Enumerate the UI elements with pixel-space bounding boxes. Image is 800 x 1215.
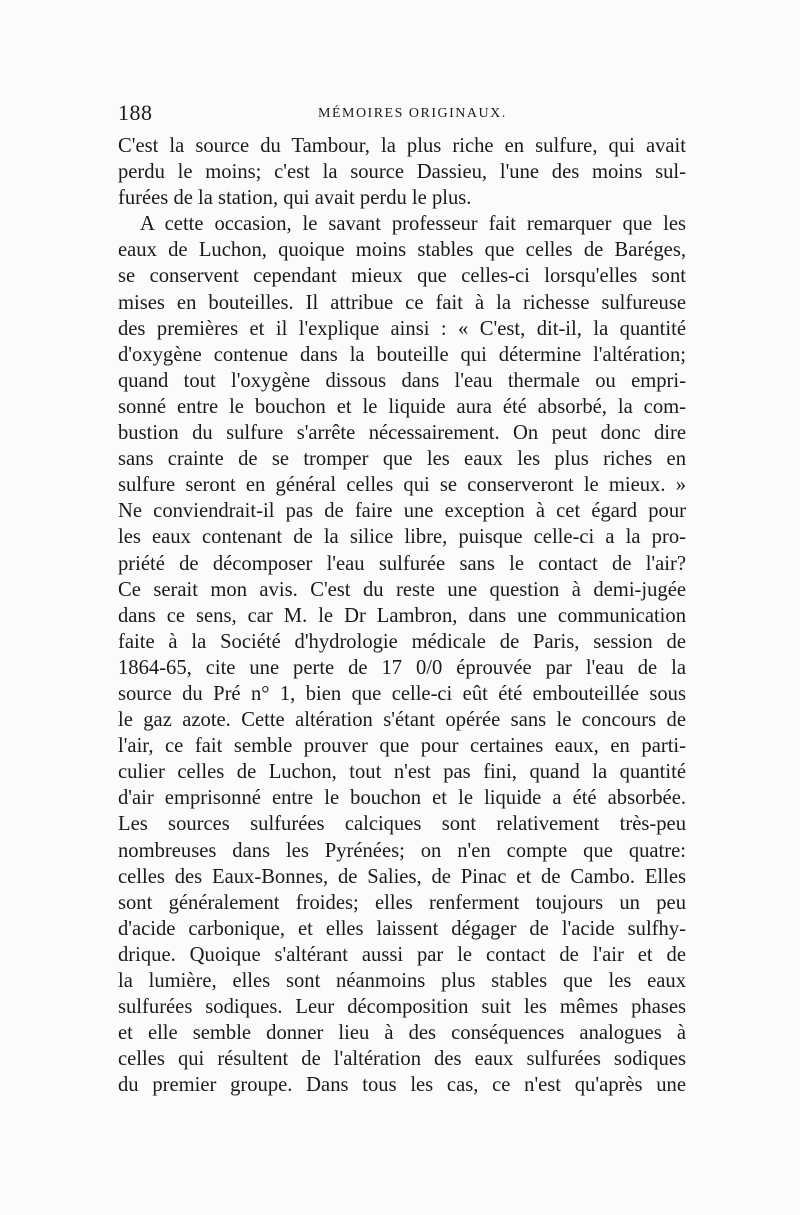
text-line: mises en bouteilles. Il attribue ce fait à la richesse sulfureuse — [118, 291, 686, 314]
text-line: A cette occasion, le savant professeur fait remarquer que les — [140, 213, 686, 236]
text-line: 1864-65, cite une perte de 17 0/0 éprouvée par l'eau de la — [118, 656, 686, 679]
text-line: culier celles de Luchon, tout n'est pas fini, quand la quantité — [118, 761, 686, 784]
text-line: le gaz azote. Cette altération s'étant opérée sans le concours de — [118, 709, 686, 732]
text-line: sont généralement froides; elles renferment toujours un peu — [118, 891, 686, 914]
text-line: celles des Eaux-Bonnes, de Salies, de Pinac et de Cambo. Elles — [118, 865, 686, 888]
text-line: eaux de Luchon, quoique moins stables que celles de Baréges, — [118, 239, 686, 262]
text-line: des premières et il l'explique ainsi : « C'est, dit-il, la quantité — [118, 317, 686, 340]
text-line: furées de la station, qui avait perdu le plus. — [118, 187, 472, 210]
text-line: celles qui résultent de l'altération des eaux sulfurées sodiques — [118, 1048, 686, 1071]
text-line: quand tout l'oxygène dissous dans l'eau thermale ou empri- — [118, 369, 686, 392]
text-line: et elle semble donner lieu à des conséquences analogues à — [118, 1022, 686, 1045]
text-line: Ne conviendrait-il pas de faire une exception à cet égard pour — [118, 500, 686, 523]
text-line: d'air emprisonné entre le bouchon et le liquide a été absorbée. — [118, 787, 686, 810]
text-line: sulfure seront en général celles qui se conserveront le mieux. » — [118, 474, 686, 497]
text-line: Les sources sulfurées calciques sont relativement très-peu — [118, 813, 686, 836]
text-line: drique. Quoique s'altérant aussi par le contact de l'air et de — [118, 943, 686, 966]
text-line: du premier groupe. Dans tous les cas, ce n'est qu'après une — [118, 1074, 686, 1097]
text-line: sonné entre le bouchon et le liquide aura été absorbé, la com- — [118, 395, 686, 418]
text-line: la lumière, elles sont néanmoins plus stables que les eaux — [118, 970, 686, 992]
page-header — [118, 100, 686, 130]
text-line: priété de décomposer l'eau sulfurée sans le contact de l'air? — [118, 552, 686, 575]
text-line: Ce serait mon avis. C'est du reste une question à demi-jugée — [118, 578, 686, 601]
text-line: nombreuses dans les Pyrénées; on n'en compte que quatre: — [118, 839, 686, 862]
text-line: les eaux contenant de la silice libre, puisque celle-ci a la pro- — [118, 526, 686, 549]
running-head: MÉMOIRES ORIGINAUX. — [318, 106, 507, 121]
text-line: dans ce sens, car M. le Dr Lambron, dans une communication — [118, 604, 686, 627]
text-line: l'air, ce fait semble prouver que pour certaines eaux, en parti- — [118, 735, 686, 758]
text-line: source du Pré n° 1, bien que celle-ci eût été embouteillée sous — [118, 682, 686, 705]
text-line: sans crainte de se tromper que les eaux les plus riches en — [118, 448, 686, 471]
text-line: d'acide carbonique, et elles laissent dégager de l'acide sulfhy- — [118, 917, 686, 940]
text-line: se conservent cependant mieux que celles-ci lorsqu'elles sont — [118, 265, 686, 288]
body-text — [118, 133, 686, 1098]
text-line: sulfurées sodiques. Leur décomposition suit les mêmes phases — [118, 996, 686, 1019]
text-line: faite à la Société d'hydrologie médicale de Paris, session de — [118, 630, 686, 653]
page-number: 188 — [118, 100, 153, 125]
text-line: C'est la source du Tambour, la plus riche en sulfure, qui avait — [118, 135, 686, 157]
text-line: perdu le moins; c'est la source Dassieu, l'une des moins sul- — [118, 161, 686, 184]
text-line: d'oxygène contenue dans la bouteille qui détermine l'altération; — [118, 343, 686, 366]
text-line: bustion du sulfure s'arrête nécessairement. On peut donc dire — [118, 422, 686, 445]
